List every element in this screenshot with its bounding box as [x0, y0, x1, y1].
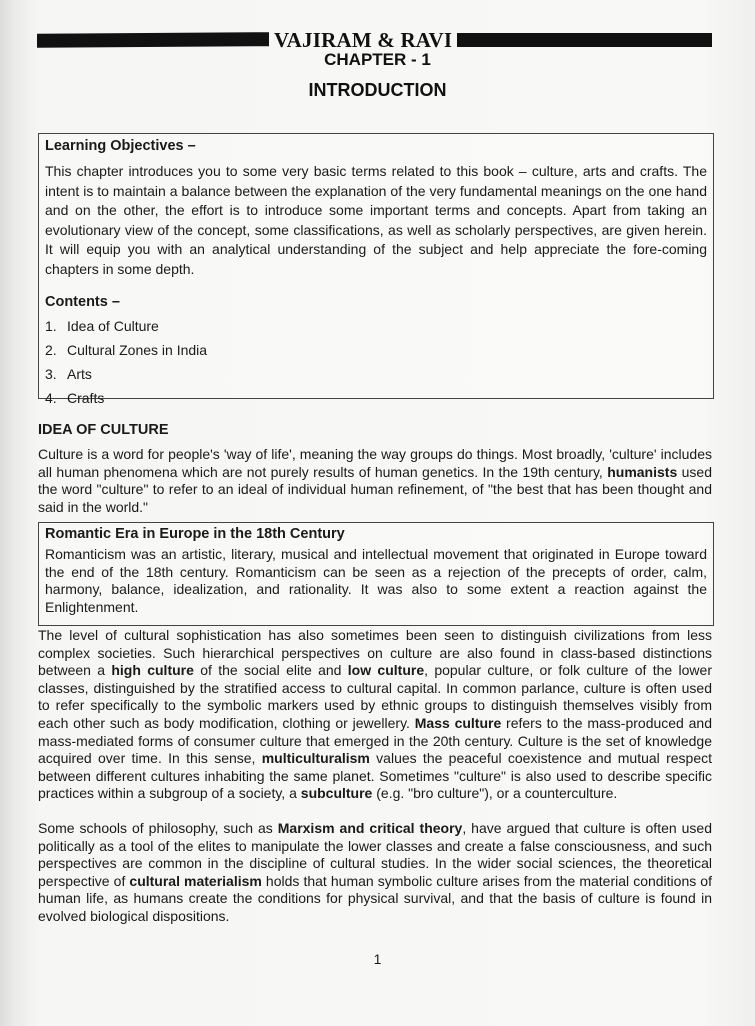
bold-term: multiculturalism: [261, 750, 370, 767]
contents-item-number: 3.: [45, 365, 57, 382]
learning-objectives-text: This chapter introduces you to some very basic terms related to this book – culture, arts and crafts. The intent is to maintain a balance between the explanation of the very fundamental meanings on the one hand and on the other, the effort is to introduce some important terms and concepts. Apart from taking an evolutionary view of the concept, some classifications, as well as scholarly perspectives, are given herein. It will equip you with an analytical understanding of the subject and help appreciate the fore-coming chapters in some depth.: [45, 163, 707, 277]
romantic-era-text: Romanticism was an artistic, literary, musical and intellectual movement that originated in Europe toward the end of the 18th century. Romanticism can be seen as a rejection of the precepts of order, calm, harmony, balance, idealization, and rationality. It was also to some extent a reaction against the Enlightenment.: [45, 546, 707, 615]
bold-term: cultural materialism: [129, 872, 262, 889]
page-title: INTRODUCTION: [308, 80, 447, 100]
header-banner: [37, 27, 712, 52]
bold-term: low culture: [347, 662, 425, 679]
paragraph-philosophy: [38, 820, 712, 926]
chapter-label: CHAPTER - 1: [324, 50, 431, 69]
bold-term: humanists: [607, 463, 678, 480]
text-run: The level of cultural sophistication has also sometimes been seen to distinguish civilizations from less complex societies. Such hierarchical perspectives on culture are also found in class-based distinctions between a: [38, 627, 712, 679]
text-run: , popular culture, or folk culture of the lower classes, distinguished by the stratified access to cultural capital. In common parlance, culture is often used to refer specifically to the symbolic markers used by ethnic groups to distinguish themselves visibly from each other such as body modification, clothing or jewellery.: [38, 662, 712, 731]
learning-objectives-title: Learning Objectives –: [45, 138, 196, 154]
contents-item: [45, 382, 713, 406]
contents-item-label: Cultural Zones in India: [67, 341, 208, 358]
bold-term: Marxism and critical theory: [277, 820, 463, 836]
bold-term: Mass culture: [414, 714, 502, 731]
text-run: refers to the mass-produced and mass-mediated forms of consumer culture that emerged in the 20th century. Culture is the set of knowledge acquired over time. In this sense,: [38, 714, 712, 767]
paragraph-culture-definition: [38, 446, 712, 516]
contents-item-label: Crafts: [67, 389, 105, 406]
contents-item: [45, 310, 713, 334]
text-run: used the word "culture" to refer to an ideal of individual human refinement, of "the best that has been thought and said in the world.": [38, 463, 712, 515]
romantic-era-box: [38, 522, 714, 626]
contents-title: Contents –: [45, 293, 120, 310]
bold-term: high culture: [111, 662, 194, 679]
text-run: of the social elite and: [193, 662, 348, 679]
text-run: , have argued that culture is often used politically as a tool of the elites to manipulate the lower classes and create a false consciousness, and such perspectives are common in the discipline of cultural studies. In the wider social sciences, the theoretical perspective of: [38, 820, 712, 889]
contents-item-number: 1.: [45, 317, 57, 334]
learning-objectives-box: [38, 133, 714, 406]
text-run: Culture is a word for people's 'way of life', meaning the way groups do things. Most broadly, 'culture' includes all human phenomena which are not purely results of human genetics. In the 19th century,: [38, 446, 712, 480]
contents-item-number: 4.: [45, 389, 57, 406]
contents-item-label: Idea of Culture: [67, 317, 159, 334]
page-number: 1: [373, 951, 382, 967]
text-run: holds that human symbolic culture arises from the material conditions of human life, as humans create the conditions for physical survival, and that the basis of culture is found in evolved biological dispositions.: [38, 872, 712, 924]
paragraph-cultural-sophistication: [38, 627, 712, 803]
header-rule-right: [457, 33, 712, 47]
text-run: values the peaceful coexistence and mutual respect between different cultures inhabiting the same planet. Sometimes "culture" is also used to describe specific practices within a subgroup of a society, a: [38, 750, 712, 802]
section-heading-idea-of-culture: IDEA OF CULTURE: [38, 422, 169, 438]
contents-list: [39, 310, 713, 406]
contents-item: [45, 334, 713, 358]
brand-name: VAJIRAM & RAVI: [274, 27, 453, 52]
text-run: Some schools of philosophy, such as: [38, 820, 278, 836]
contents-item-number: 2.: [45, 341, 57, 358]
bold-term: subculture: [300, 785, 373, 802]
romantic-era-title: Romantic Era in Europe in the 18th Century: [45, 526, 345, 542]
header-rule-left: [37, 32, 269, 48]
text-run: (e.g. "bro culture"), or a counterculture.: [372, 785, 618, 802]
contents-item: [45, 358, 713, 382]
contents-item-label: Arts: [67, 365, 92, 382]
